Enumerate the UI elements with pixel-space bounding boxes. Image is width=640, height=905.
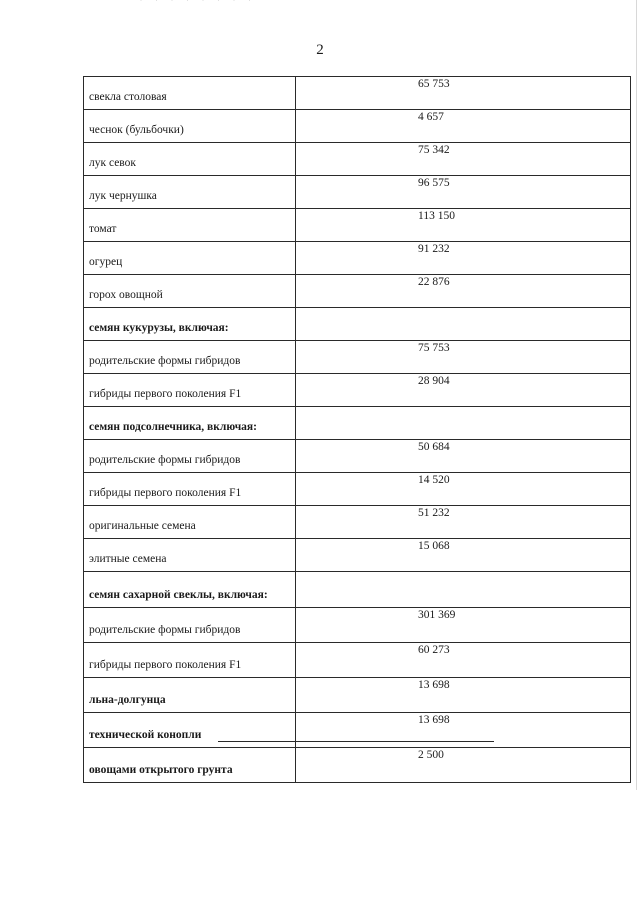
row-value: 28 904 [296,374,631,407]
row-value: 301 369 [296,608,631,643]
row-value: 13 698 [296,678,631,713]
row-label: семян подсолнечника, включая: [84,407,296,440]
row-value: 60 273 [296,643,631,678]
table-row [84,341,631,374]
table-row [84,209,631,242]
row-label: лук севок [84,143,296,176]
row-label: оригинальные семена [84,506,296,539]
table-row [84,506,631,539]
row-value [296,407,631,440]
table-row [84,539,631,572]
row-value: 51 232 [296,506,631,539]
row-label: овощами открытого грунта [84,748,296,783]
row-value: 13 698 [296,713,631,748]
row-label: родительские формы гибридов [84,440,296,473]
row-value: 4 657 [296,110,631,143]
table-row [84,713,631,748]
table-row [84,143,631,176]
row-value: 91 232 [296,242,631,275]
row-value: 15 068 [296,539,631,572]
row-label: технической конопли [84,713,296,748]
row-value: 2 500 [296,748,631,783]
scan-edge-line [636,0,637,790]
scan-artifact: · · · · · · · · [140,0,257,3]
table-row [84,308,631,341]
row-value: 50 684 [296,440,631,473]
row-value: 113 150 [296,209,631,242]
table-row [84,748,631,783]
row-label: семян кукурузы, включая: [84,308,296,341]
row-value [296,308,631,341]
row-label: чеснок (бульбочки) [84,110,296,143]
page-number: 2 [316,42,324,58]
row-label: родительские формы гибридов [84,341,296,374]
table-row [84,176,631,209]
row-value: 22 876 [296,275,631,308]
row-label: гибриды первого поколения F1 [84,473,296,506]
table-row [84,608,631,643]
table-row [84,275,631,308]
table-row [84,473,631,506]
table-row [84,110,631,143]
row-label: огурец [84,242,296,275]
table-row [84,407,631,440]
row-value: 14 520 [296,473,631,506]
seed-volume-table [83,76,631,783]
row-label: элитные семена [84,539,296,572]
table-row [84,678,631,713]
row-label: гибриды первого поколения F1 [84,643,296,678]
row-label: гибриды первого поколения F1 [84,374,296,407]
table-row [84,374,631,407]
row-label: семян сахарной свеклы, включая: [84,572,296,608]
row-label: лук чернушка [84,176,296,209]
row-value: 65 753 [296,77,631,110]
table-body [84,77,631,783]
table-row [84,242,631,275]
row-value: 75 753 [296,341,631,374]
row-label: горох овощной [84,275,296,308]
signature-line [218,741,494,742]
row-label: льна-долгунца [84,678,296,713]
row-value: 96 575 [296,176,631,209]
row-label: свекла столовая [84,77,296,110]
table-row [84,77,631,110]
row-value [296,572,631,608]
table-row [84,440,631,473]
table-row [84,643,631,678]
row-label: родительские формы гибридов [84,608,296,643]
row-label: томат [84,209,296,242]
table-row [84,572,631,608]
row-value: 75 342 [296,143,631,176]
